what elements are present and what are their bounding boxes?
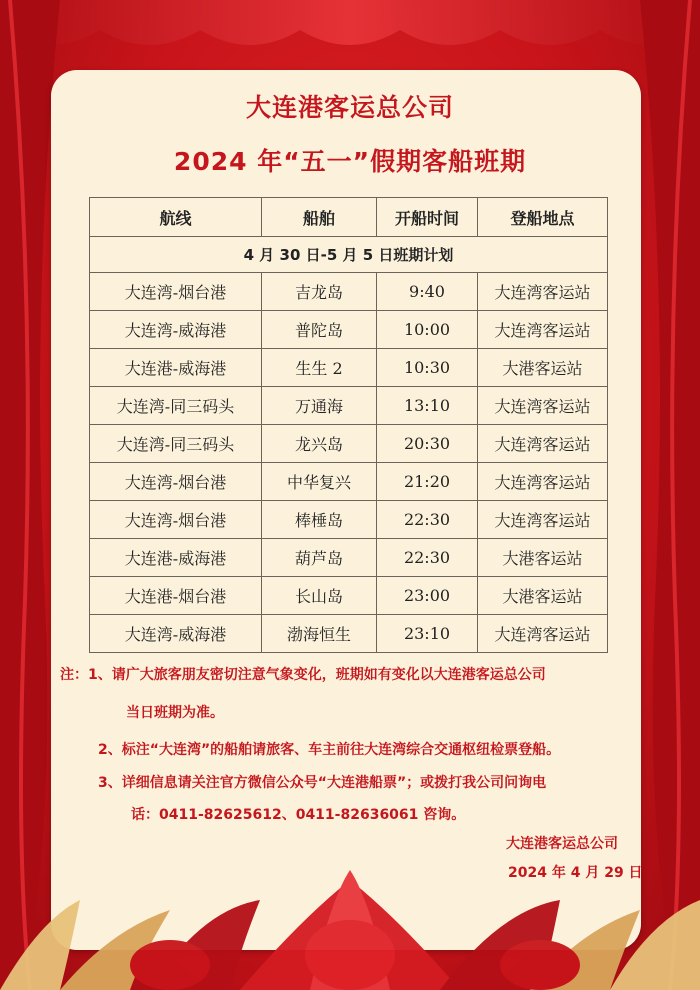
cell-route: 大连港-威海港: [90, 349, 262, 387]
cell-route: 大连湾-同三码头: [90, 425, 262, 463]
table-row: [90, 463, 608, 501]
notice-title: 2024 年“五一”假期客船班期: [173, 147, 527, 176]
table-caption-row: [90, 237, 608, 273]
cell-boarding-location: 大港客运站: [478, 539, 608, 577]
cell-boarding-location: 大连湾客运站: [478, 311, 608, 349]
note-3: 3、详细信息请关注官方微信公众号“大连港船票”；或拨打我公司问询电: [98, 775, 547, 791]
cell-departure-time: 21:20: [377, 463, 478, 501]
table-caption: 4 月 30 日-5 月 5 日班期计划: [90, 237, 608, 273]
signature-date: 2024 年 4 月 29 日: [508, 865, 643, 881]
table-row: [90, 539, 608, 577]
cell-boarding-location: 大港客运站: [478, 577, 608, 615]
cell-ship: 生生 2: [262, 349, 377, 387]
table-row: [90, 501, 608, 539]
cell-departure-time: 22:30: [377, 501, 478, 539]
cell-ship: 龙兴岛: [262, 425, 377, 463]
note-3-continued: 话：0411-82625612、0411-82636061 咨询。: [131, 807, 466, 823]
table-header-row: [90, 198, 608, 237]
cell-ship: 普陀岛: [262, 311, 377, 349]
cell-ship: 渤海恒生: [262, 615, 377, 653]
cell-route: 大连港-烟台港: [90, 577, 262, 615]
cell-departure-time: 9:40: [377, 273, 478, 311]
cell-departure-time: 10:30: [377, 349, 478, 387]
cell-route: 大连湾-威海港: [90, 311, 262, 349]
cell-boarding-location: 大连湾客运站: [478, 463, 608, 501]
cell-boarding-location: 大连湾客运站: [478, 387, 608, 425]
cell-departure-time: 23:10: [377, 615, 478, 653]
column-header-ship: 船舶: [262, 198, 377, 237]
schedule-table: [89, 197, 608, 653]
note-2: 2、标注“大连湾”的船舶请旅客、车主前往大连湾综合交通枢纽检票登船。: [98, 742, 561, 758]
cell-boarding-location: 大港客运站: [478, 349, 608, 387]
cell-route: 大连港-威海港: [90, 539, 262, 577]
cell-route: 大连湾-烟台港: [90, 273, 262, 311]
cell-ship: 棒棰岛: [262, 501, 377, 539]
cell-departure-time: 23:00: [377, 577, 478, 615]
cell-ship: 长山岛: [262, 577, 377, 615]
table-row: [90, 577, 608, 615]
curtain-valance: [0, 0, 700, 70]
flower-decoration: [0, 860, 700, 990]
cell-departure-time: 22:30: [377, 539, 478, 577]
cell-route: 大连湾-威海港: [90, 615, 262, 653]
cell-ship: 万通海: [262, 387, 377, 425]
company-title: 大连港客运总公司: [245, 93, 454, 122]
cell-route: 大连湾-烟台港: [90, 501, 262, 539]
cell-departure-time: 20:30: [377, 425, 478, 463]
cell-route: 大连湾-同三码头: [90, 387, 262, 425]
table-row: [90, 425, 608, 463]
note-1-continued: 当日班期为准。: [126, 705, 224, 721]
signature-company: 大连港客运总公司: [506, 836, 618, 852]
column-header-boarding-location: 登船地点: [478, 198, 608, 237]
cell-ship: 吉龙岛: [262, 273, 377, 311]
table-row: [90, 349, 608, 387]
cell-route: 大连湾-烟台港: [90, 463, 262, 501]
column-header-route: 航线: [90, 198, 262, 237]
cell-boarding-location: 大连湾客运站: [478, 615, 608, 653]
cell-boarding-location: 大连湾客运站: [478, 501, 608, 539]
table-row: [90, 311, 608, 349]
table-row: [90, 387, 608, 425]
cell-departure-time: 10:00: [377, 311, 478, 349]
cell-ship: 葫芦岛: [262, 539, 377, 577]
column-header-departure-time: 开船时间: [377, 198, 478, 237]
note-1: 注：1、请广大旅客朋友密切注意气象变化，班期如有变化以大连港客运总公司: [60, 667, 546, 683]
table-row: [90, 615, 608, 653]
cell-boarding-location: 大连湾客运站: [478, 425, 608, 463]
table-row: [90, 273, 608, 311]
cell-departure-time: 13:10: [377, 387, 478, 425]
cell-boarding-location: 大连湾客运站: [478, 273, 608, 311]
cell-ship: 中华复兴: [262, 463, 377, 501]
